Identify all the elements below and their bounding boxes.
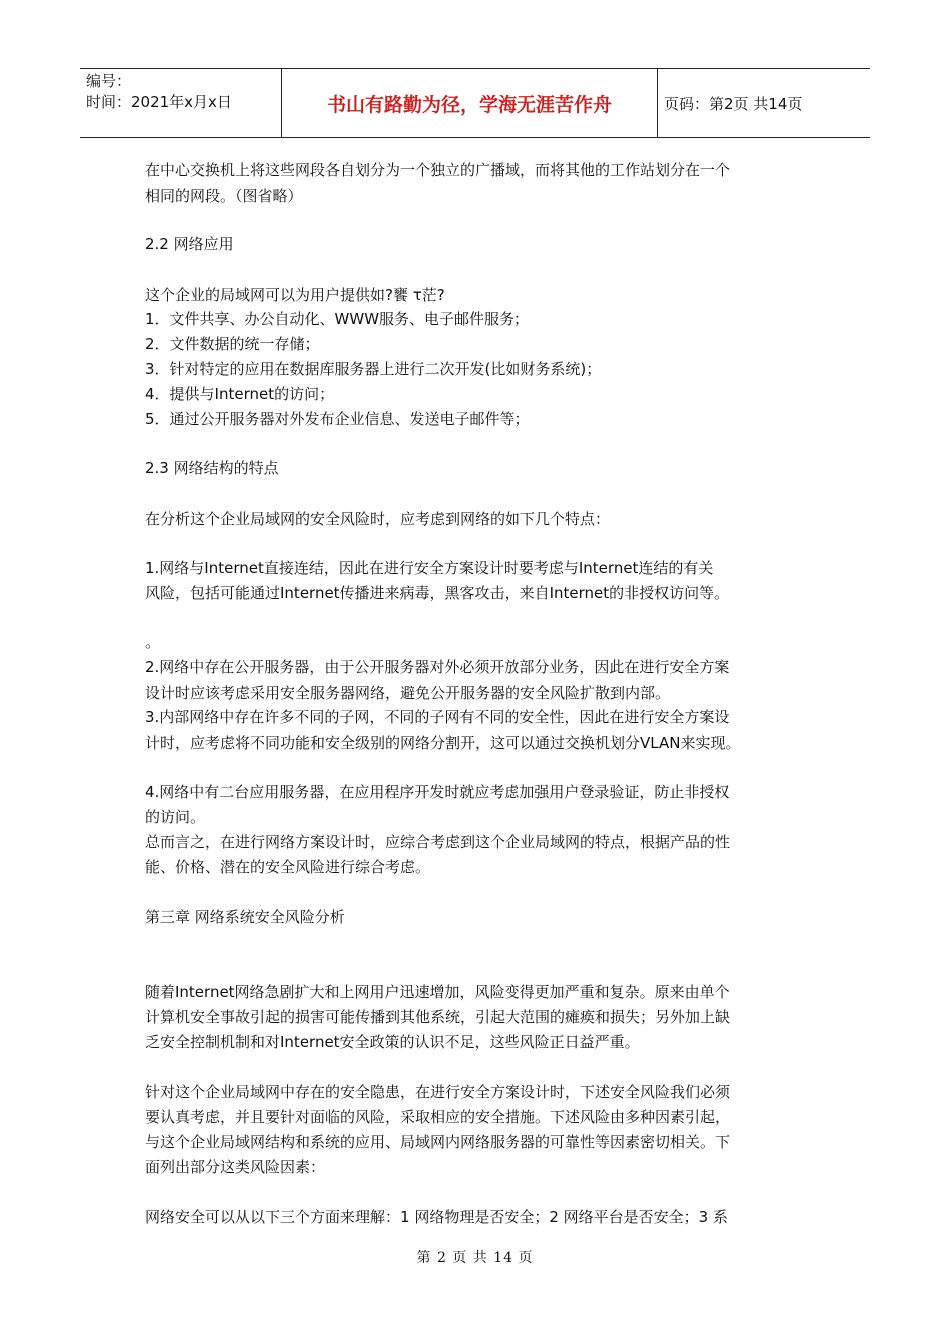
body-line: 总而言之，在进行网络方案设计时，应综合考虑到这个企业局域网的特点，根据产品的性 <box>145 833 731 851</box>
header-motto: 书山有路勤为径，学海无涯苦作舟 <box>282 69 658 137</box>
body-line: 计算机安全事故引起的损害可能传播到其他系统，引起大范围的瘫痪和损失；另外加上缺 <box>145 1008 731 1026</box>
page-footer: 第 2 页 共 14 页 <box>416 1250 534 1266</box>
body-line: 1.网络与Internet直接连结，因此在进行安全方案设计时要考虑与Internet连结的有关 <box>145 559 714 577</box>
body-line: 与这个企业局域网结构和系统的应用、局域网内网络服务器的可靠性等因素密切相关。下 <box>145 1133 731 1151</box>
list-item: 2．文件数据的统一存储； <box>145 335 320 353</box>
list-item: 5．通过公开服务器对外发布企业信息、发送电子邮件等； <box>145 410 530 428</box>
body-line: 针对这个企业局域网中存在的安全隐患，在进行安全方案设计时，下述安全风险我们必须 <box>145 1083 731 1101</box>
body-line: 相同的网段。（图省略） <box>145 187 303 205</box>
document-date-label: 时间：2021年x月x日 <box>86 93 232 111</box>
body-line: 面列出部分这类风险因素： <box>145 1158 326 1176</box>
body-line: 能、价格、潜在的安全风险进行综合考虑。 <box>145 858 431 876</box>
body-line: 设计时应该考虑采用安全服务器网络，避免公开服务器的安全风险扩散到内部。 <box>145 684 671 702</box>
page-header <box>80 68 870 138</box>
list-item: 1．文件共享、办公自动化、WWW服务、电子邮件服务； <box>145 310 530 328</box>
body-line: 网络安全可以从以下三个方面来理解：1 网络物理是否安全；2 网络平台是否安全；3 系 <box>145 1208 728 1226</box>
body-line: 的访问。 <box>145 808 206 826</box>
section-heading: 2.3 网络结构的特点 <box>145 459 279 477</box>
body-line: 在中心交换机上将这些网段各自划分为一个独立的广播域，而将其他的工作站划分在一个 <box>145 161 731 179</box>
body-line: 在分析这个企业局域网的安全风险时，应考虑到网络的如下几个特点： <box>145 510 611 528</box>
body-line: 2.网络中存在公开服务器，由于公开服务器对外必须开放部分业务，因此在进行安全方案 <box>145 658 730 676</box>
body-line: 计时，应考虑将不同功能和安全级别的网络分割开，这可以通过交换机划分VLAN来实现。 <box>145 734 741 752</box>
list-item: 4．提供与Internet的访问； <box>145 385 335 403</box>
body-line: 这个企业的局域网可以为用户提供如?饔 τ茫? <box>145 286 445 304</box>
body-line: 4.网络中有二台应用服务器，在应用程序开发时就应考虑加强用户登录验证，防止非授权 <box>145 783 730 801</box>
body-line: 3.内部网络中存在许多不同的子网，不同的子网有不同的安全性，因此在进行安全方案设 <box>145 708 730 726</box>
body-line: 。 <box>145 633 161 651</box>
body-line: 乏安全控制机制和对Internet安全政策的认识不足，这些风险正日益严重。 <box>145 1033 640 1051</box>
header-page-number: 页码：第2页 共14页 <box>664 94 803 113</box>
document-number-label: 编号： <box>86 72 132 90</box>
section-heading: 2.2 网络应用 <box>145 235 234 253</box>
body-line: 风险，包括可能通过Internet传播进来病毒，黑客攻击，来自Internet的非授权访问等。 <box>145 584 730 602</box>
body-line: 随着Internet网络急剧扩大和上网用户迅速增加，风险变得更加严重和复杂。原来由单个 <box>145 983 730 1001</box>
body-line: 要认真考虑，并且要针对面临的风险，采取相应的安全措施。下述风险由多种因素引起， <box>145 1108 731 1126</box>
chapter-heading: 第三章 网络系统安全风险分析 <box>145 908 345 926</box>
list-item: 3．针对特定的应用在数据库服务器上进行二次开发(比如财务系统)； <box>145 360 602 378</box>
header-info-cell <box>80 69 282 137</box>
